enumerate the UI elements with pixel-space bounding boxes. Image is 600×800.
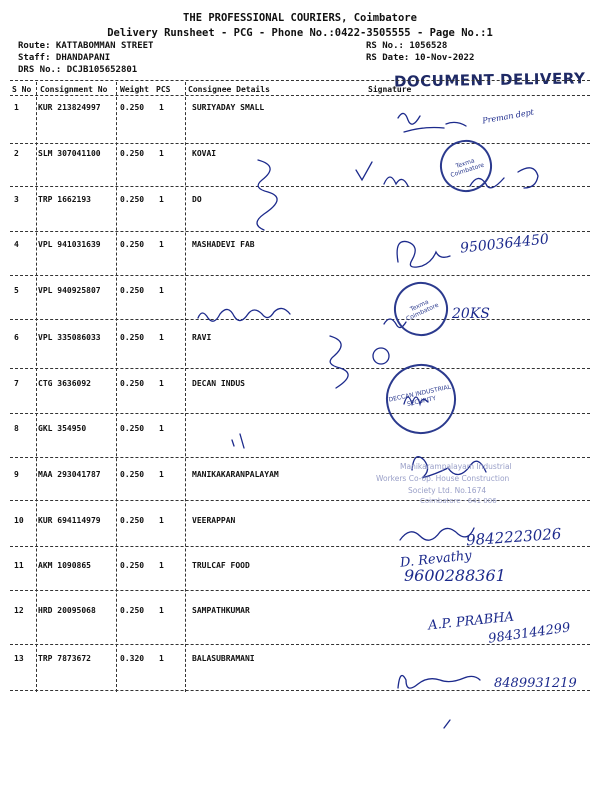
row-consignee: MASHADEVI FAB	[192, 240, 255, 249]
staff-label: Staff: DHANDAPANI	[18, 53, 111, 63]
row-pcs: 1	[159, 149, 164, 158]
row-consignment-no: KUR 213824997	[38, 103, 101, 112]
row-pcs: 1	[159, 195, 164, 204]
row-sno: 4	[14, 240, 19, 249]
row-consignment-no: TRP 1662193	[38, 195, 91, 204]
table-top-rule	[10, 80, 590, 81]
row-sno: 10	[14, 516, 24, 525]
row-weight: 0.250	[120, 149, 145, 158]
col-head-consignee: Consignee Details	[188, 85, 270, 94]
seal-text: Texma Coimbatore	[405, 298, 440, 323]
handwritten-name-row-11: D. Revathy	[399, 548, 473, 571]
row-consignee: BALASUBRAMANI	[192, 654, 255, 663]
row-pcs: 1	[159, 654, 164, 663]
table-header-rule	[10, 95, 590, 96]
row-pcs: 1	[159, 561, 164, 570]
table-row	[0, 424, 600, 466]
document-delivery-stamp: DOCUMENT DELIVERY	[393, 69, 586, 91]
row-sno: 9	[14, 470, 19, 479]
row-consignment-no: CTG 3636092	[38, 379, 91, 388]
handwritten-phone-row-4: 9500364450	[459, 231, 550, 257]
row-consignee: SAMPATHKUMAR	[192, 606, 250, 615]
row-consignee: TRULCAF FOOD	[192, 561, 250, 570]
row-sno: 12	[14, 606, 24, 615]
row-sno: 5	[14, 286, 19, 295]
row-weight: 0.250	[120, 606, 145, 615]
col-head-weight: Weight	[120, 85, 149, 94]
row-consignee: KOVAI	[192, 149, 217, 158]
row-consignment-no: TRP 7873672	[38, 654, 91, 663]
table-row	[0, 470, 600, 512]
row-pcs: 1	[159, 516, 164, 525]
row-consignment-no: AKM 1090865	[38, 561, 91, 570]
col-head-sno: S No	[12, 85, 32, 94]
handwritten-phone-row-11: 9600288361	[404, 566, 506, 585]
seal-text: Texma Coimbatore	[449, 157, 486, 180]
row-sno: 8	[14, 424, 19, 433]
handwritten-phone-row-13: 8489931219	[494, 676, 577, 691]
row-pcs: 1	[159, 470, 164, 479]
table-row	[0, 333, 600, 375]
row-weight: 0.250	[120, 379, 145, 388]
rs-number: RS No.: 1056528	[366, 41, 448, 51]
row-sno: 2	[14, 149, 19, 158]
handwritten-note-row-5: 20KS	[452, 306, 490, 322]
row-consignment-no: HRD 20095068	[38, 606, 96, 615]
coop-stamp-line-3: Society Ltd. No.1674	[408, 486, 487, 495]
row-sno: 7	[14, 379, 19, 388]
row-consignee: MANIKAKARANPALAYAM	[192, 470, 279, 479]
table-row	[0, 195, 600, 237]
row-weight: 0.250	[120, 470, 145, 479]
handwritten-name-row-12: A.P. PRABHA	[427, 609, 515, 634]
seal-text: DECCAN INDUSTRIAL SECURITY	[388, 383, 452, 408]
row-sno: 11	[14, 561, 24, 570]
route-label: Route: KATTABOMMAN STREET	[18, 41, 154, 51]
row-weight: 0.250	[120, 195, 145, 204]
col-head-signature: Signature	[368, 85, 412, 94]
pen-tick-bottom	[444, 720, 450, 728]
row-weight: 0.250	[120, 240, 145, 249]
coop-stamp-line-4: Coimbatore - 641 006	[420, 497, 497, 505]
row-consignment-no: GKL 354950	[38, 424, 87, 433]
row-pcs: 1	[159, 606, 164, 615]
row-pcs: 1	[159, 379, 164, 388]
row-consignee: SURIYADAY SMALL	[192, 103, 265, 112]
row-pcs: 1	[159, 424, 164, 433]
company-title: THE PROFESSIONAL COURIERS, Coimbatore	[183, 12, 417, 24]
row-consignment-no: VPL 335086033	[38, 333, 101, 342]
coop-stamp-line-2: Workers Co-op. House Construction	[376, 474, 510, 483]
col-head-pcs: PCS	[156, 85, 171, 94]
row-consignee: DO	[192, 195, 202, 204]
table-row	[0, 561, 600, 603]
coop-stamp-line-1: Manikarampalayam Industrial	[400, 462, 512, 471]
row-consignment-no: SLM 307041100	[38, 149, 101, 158]
drs-number: DRS No.: DCJB105652801	[18, 65, 138, 75]
row-consignment-no: KUR 694114979	[38, 516, 101, 525]
table-row	[0, 103, 600, 145]
row-consignee: VEERAPPAN	[192, 516, 236, 525]
row-sno: 6	[14, 333, 19, 342]
row-sno: 3	[14, 195, 19, 204]
table-row	[0, 286, 600, 328]
handwritten-note-row-1: Preman dept	[481, 107, 535, 126]
row-consignment-no: VPL 940925807	[38, 286, 101, 295]
row-consignment-no: VPL 941031639	[38, 240, 101, 249]
row-weight: 0.250	[120, 333, 145, 342]
row-weight: 0.250	[120, 103, 145, 112]
handwritten-phone-row-10: 9842223026	[465, 524, 562, 550]
table-row	[0, 379, 600, 421]
rs-date: RS Date: 10-Nov-2022	[366, 53, 475, 63]
row-weight: 0.250	[120, 286, 145, 295]
row-sno: 1	[14, 103, 19, 112]
row-pcs: 1	[159, 333, 164, 342]
row-weight: 0.250	[120, 516, 145, 525]
row-pcs: 1	[159, 240, 164, 249]
runsheet-title: Delivery Runsheet - PCG - Phone No.:0422-3505555 - Page No.:1	[107, 27, 493, 39]
row-consignee: DECAN INDUS	[192, 379, 245, 388]
row-weight: 0.250	[120, 424, 145, 433]
row-pcs: 1	[159, 286, 164, 295]
handwritten-phone-row-12: 9843144299	[487, 620, 572, 647]
table-row	[0, 149, 600, 191]
row-consignee: RAVI	[192, 333, 212, 342]
row-weight: 0.250	[120, 561, 145, 570]
row-consignment-no: MAA 293041787	[38, 470, 101, 479]
row-sno: 13	[14, 654, 24, 663]
row-weight: 0.320	[120, 654, 145, 663]
col-head-consignment: Consignment No	[40, 85, 108, 94]
row-pcs: 1	[159, 103, 164, 112]
